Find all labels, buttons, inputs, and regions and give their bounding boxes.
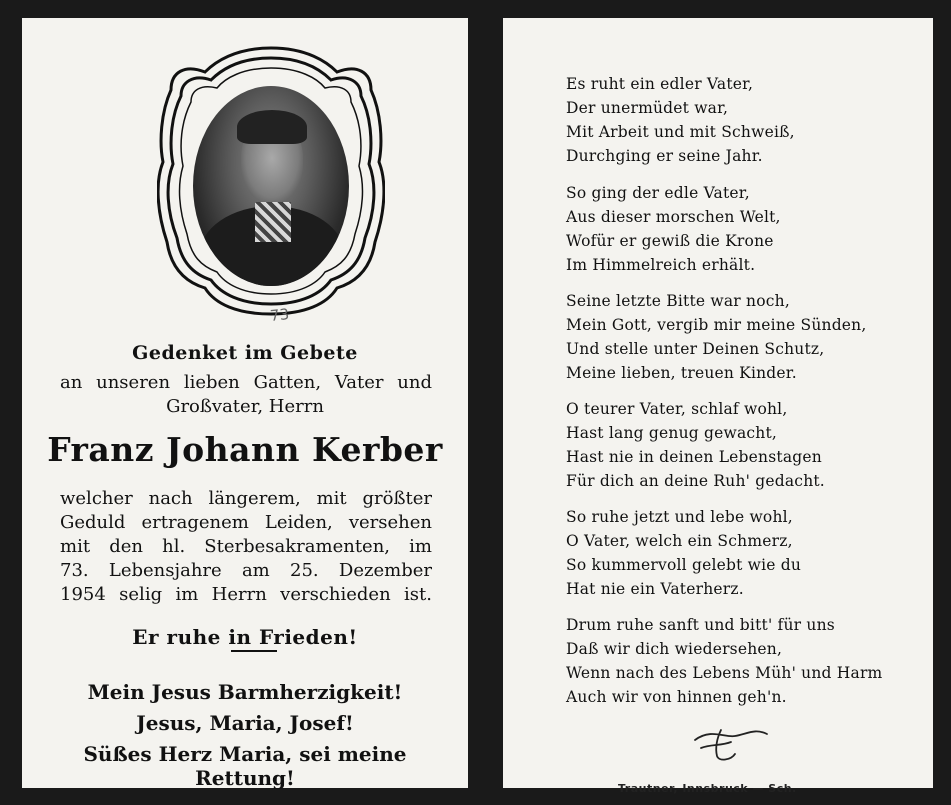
memorial-card-back <box>503 18 933 795</box>
poem-line: Wofür er gewiß die Krone <box>566 232 774 250</box>
prayer-line: Süßes Herz Maria, sei meine <box>83 742 407 766</box>
poem-line: Drum ruhe sanft und bitt' für uns <box>566 616 835 634</box>
poem-line: Seine letzte Bitte war noch, <box>566 292 790 310</box>
poem-line: Hat nie ein Vaterherz. <box>566 580 744 598</box>
poem-line: Der unermüdet war, <box>566 99 729 117</box>
poem-line: Für dich an deine Ruh' gedacht. <box>566 472 825 490</box>
prayer-line: Rettung! <box>195 766 295 790</box>
poem-line: Meine lieben, treuen Kinder. <box>566 364 797 382</box>
poem-line: Daß wir dich wiedersehen, <box>566 640 783 658</box>
body-line: 73. Lebensjahre am 25. Dezember <box>60 560 432 581</box>
prayer-line: Mein Jesus Barmherzigkeit! <box>87 680 403 704</box>
prayer-line: Jesus, Maria, Josef! <box>136 711 354 735</box>
deceased-name: Franz Johann Kerber <box>47 430 443 469</box>
intro-line: an unseren lieben Gatten, Vater und <box>60 372 432 393</box>
cross-flourish-icon <box>691 724 771 764</box>
poem-line: So kummervoll gelebt wie du <box>566 556 802 574</box>
poem-line: Hast lang genug gewacht, <box>566 424 778 442</box>
poem-line: Wenn nach des Lebens Müh' und Harm <box>566 664 883 682</box>
poem-line: Durchging er seine Jahr. <box>566 147 763 165</box>
poem-line: Auch wir von hinnen geh'n. <box>566 688 787 706</box>
poem-line: Mein Gott, vergib mir meine Sünden, <box>566 316 867 334</box>
memorial-card-front <box>22 18 468 788</box>
poem-line: So ging der edle Vater, <box>566 184 750 202</box>
poem-line: Hast nie in deinen Lebenstagen <box>566 448 822 466</box>
body-line: Geduld ertragenem Leiden, versehen <box>60 512 432 533</box>
printer-imprint: Trautner, Innsbruck — Sch. <box>618 782 797 795</box>
poem-line: Mit Arbeit und mit Schweiß, <box>566 123 795 141</box>
pencil-note: 73 <box>269 305 290 325</box>
body-line: mit den hl. Sterbesakramenten, im <box>60 536 432 557</box>
poem-line: Im Himmelreich erhält. <box>566 256 756 274</box>
portrait-photo <box>193 86 349 286</box>
body-line: welcher nach längerem, mit größter <box>60 488 432 509</box>
body-line: 1954 selig im Herrn verschieden ist. <box>60 584 432 605</box>
poem-line: So ruhe jetzt und lebe wohl, <box>566 508 793 526</box>
divider <box>231 650 277 652</box>
heading: Gedenket im Gebete <box>132 342 358 364</box>
intro-line: Großvater, Herrn <box>166 396 324 417</box>
poem-line: O teurer Vater, schlaf wohl, <box>566 400 788 418</box>
poem-line: Es ruht ein edler Vater, <box>566 75 754 93</box>
poem-line: O Vater, welch ein Schmerz, <box>566 532 793 550</box>
poem-line: Aus dieser morschen Welt, <box>566 208 781 226</box>
poem-line: Und stelle unter Deinen Schutz, <box>566 340 825 358</box>
rest-in-peace: Er ruhe in Frieden! <box>132 625 358 649</box>
photo-frame <box>157 42 385 320</box>
